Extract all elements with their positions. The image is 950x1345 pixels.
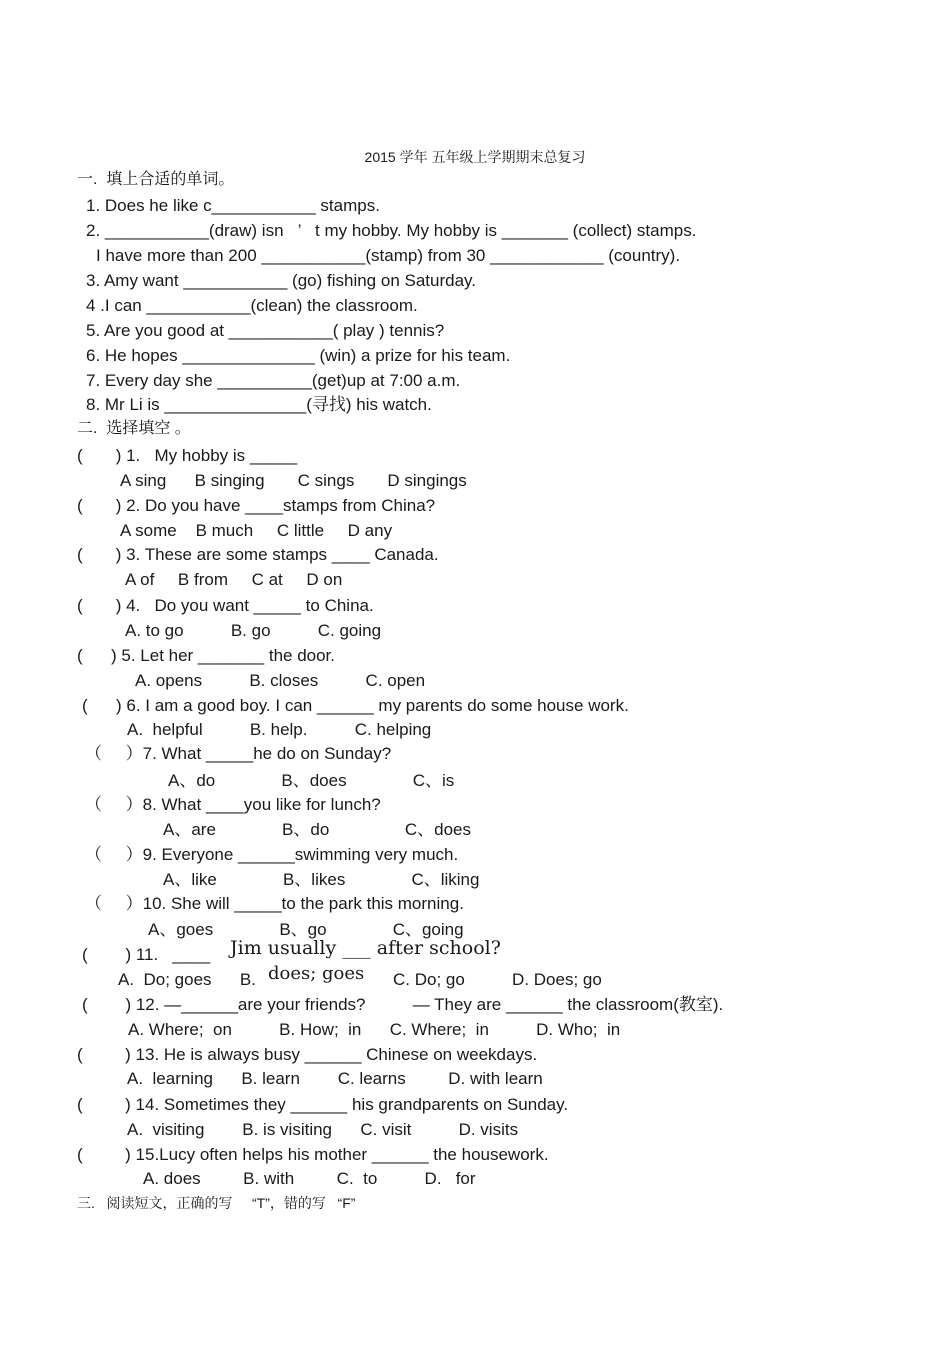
section-2-heading: 二. 选择填空 。 — [77, 420, 191, 437]
options-10: A、goes B、go C、going — [148, 920, 464, 939]
options-7: A、do B、does C、is — [168, 771, 455, 790]
question-13: ( ) 13. He is always busy ______ Chinese on weekdays. — [77, 1045, 538, 1064]
options-2: A some B much C little D any — [120, 521, 393, 540]
part1-item-3: 3. Amy want ___________ (go) fishing on Saturday. — [86, 271, 476, 290]
options-8: A、are B、do C、does — [163, 820, 471, 839]
question-1: ( ) 1. My hobby is _____ — [77, 446, 298, 465]
options-15: A. does B. with C. to D. for — [143, 1169, 476, 1188]
question-9: （ ）9. Everyone ______swimming very much. — [85, 845, 459, 864]
question-8: （ ）8. What ____you like for lunch? — [85, 795, 381, 814]
question-2: ( ) 2. Do you have ____stamps from China? — [77, 496, 436, 515]
part1-item-7: 7. Every day she __________(get)up at 7:00 a.m. — [86, 371, 461, 390]
options-3: A of B from C at D on — [125, 570, 343, 589]
question-5: ( ) 5. Let her _______ the door. — [77, 646, 336, 665]
part1-item-1: 1. Does he like c___________ stamps. — [86, 196, 380, 215]
options-6: A. helpful B. help. C. helping — [127, 720, 432, 739]
question-7: （ ）7. What _____he do on Sunday? — [85, 744, 392, 763]
section-3-heading: 三. 阅读短文，正确的写 “T”，错的写 “F” — [77, 1195, 356, 1211]
options-11b: C. Do; go D. Does; go — [393, 970, 602, 989]
part1-item-6: 6. He hopes ______________ (win) a prize for his team. — [86, 346, 511, 365]
options-11a: A. Do; goes B. — [118, 970, 261, 989]
options-11-handwritten: does; goes — [268, 963, 365, 984]
question-3: ( ) 3. These are some stamps ____ Canada. — [77, 545, 439, 564]
section-1-heading: 一. 填上合适的单词。 — [77, 171, 235, 188]
page-title: 2015 学年 五年级上学期期末总复习 — [364, 149, 586, 165]
part1-item-5: 5. Are you good at ___________( play ) tennis? — [86, 321, 445, 340]
question-12: ( ) 12. —______are your friends? — They are ______ the classroom(教室). — [82, 995, 724, 1014]
question-14: ( ) 14. Sometimes they ______ his grandparents on Sunday. — [77, 1095, 569, 1114]
options-1: A sing B singing C sings D singings — [120, 471, 467, 490]
options-14: A. visiting B. is visiting C. visit D. visits — [127, 1120, 519, 1139]
options-5: A. opens B. closes C. open — [135, 671, 426, 690]
options-13: A. learning B. learn C. learns D. with learn — [127, 1069, 543, 1088]
options-9: A、like B、likes C、liking — [163, 870, 480, 889]
part1-item-4: 4 .I can ___________(clean) the classroom. — [86, 296, 418, 315]
part1-item-8: 8. Mr Li is _______________(寻找) his watch. — [86, 395, 432, 414]
options-12: A. Where; on B. How; in C. Where; in D. Who; in — [128, 1020, 621, 1039]
question-10: （ ）10. She will _____to the park this morning. — [85, 894, 464, 913]
part1-item-2: 2. ___________(draw) isn ’ t my hobby. My hobby is _______ (collect) stamps. — [86, 221, 697, 240]
question-15: ( ) 15.Lucy often helps his mother ______ the housework. — [77, 1145, 549, 1164]
part1-item-2-cont: I have more than 200 ___________(stamp) from 30 ____________ (country). — [96, 246, 681, 265]
question-11: ( ) 11. ____ — [82, 945, 215, 964]
question-11-handwritten: Jim usually ___ after school? — [230, 937, 501, 959]
question-6: ( ) 6. I am a good boy. I can ______ my parents do some house work. — [82, 696, 629, 715]
options-4: A. to go B. go C. going — [125, 621, 382, 640]
question-4: ( ) 4. Do you want _____ to China. — [77, 596, 374, 615]
